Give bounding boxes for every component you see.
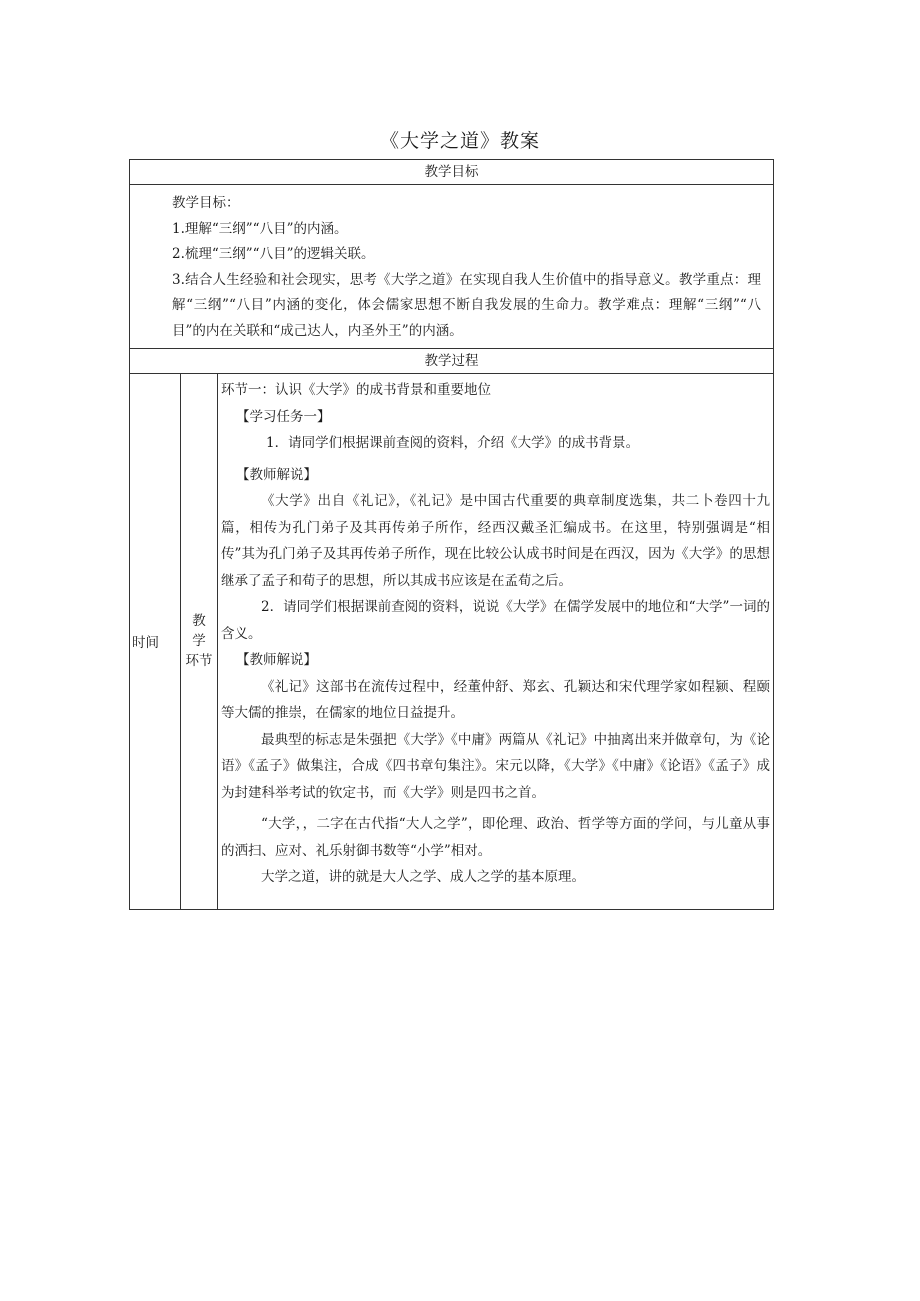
process-header: 教学过程 [130, 349, 774, 374]
teacher-label-1: 【教师解说】 [236, 466, 317, 483]
goals-header: 教学目标 [130, 160, 774, 185]
document-title: 《大学之道》教案 [379, 130, 540, 152]
explanation-2c: “大学，，二字在古代指“大人之学”，即伦理、政治、哲学等方面的学问，与儿童从事的洒扫、应对、礼乐射御书数等“小学”相对。 [221, 816, 770, 859]
link-label [181, 374, 218, 910]
task-2: 2．请同学们根据课前查阅的资料，说说《大学》在儒学发展中的地位和“大学”一词的含义。 [221, 599, 770, 642]
explanation-2d: 大学之道，讲的就是大人之学、成人之学的基本原理。 [261, 869, 585, 885]
link-label-line-2: 环节 [185, 653, 213, 670]
teacher-label-2: 【教师解说】 [236, 652, 317, 668]
goal-item-2: 2.梳理“三纲”“八目”的逻辑关联。 [172, 246, 375, 262]
goals-cell [130, 185, 774, 349]
task-1: 1．请同学们根据课前查阅的资料，介绍《大学》的成书背景。 [266, 435, 640, 451]
task-label: 【学习任务一】 [236, 408, 331, 425]
process-content [218, 374, 774, 910]
explanation-2b: 最典型的标志是朱强把《大学》《中庸》两篇从《礼记》中抽离出来并做章句，为《论语》《孟子》做集注，合成《四书章句集注》。宋元以降，《大学》《中庸》《论语》《孟子》成为封建科举考试的钦定书，而《大学》则是四书之首。 [221, 731, 770, 801]
goals-heading: 教学目标： [172, 195, 240, 211]
goal-item-3: 3.结合人生经验和社会现实，思考《大学之道》在实现自我人生价值中的指导意义。教学重点：理解“三纲”“八目”内涵的变化，体会儒家思想不断自我发展的生命力。教学难点：理解“三纲”“八目”的内在关联和“成己达人，内圣外王”的内涵。 [172, 271, 761, 339]
time-label: 时间 [130, 374, 181, 910]
lesson-plan-table [129, 159, 774, 910]
explanation-1: 《大学》出自《礼记》，《礼记》是中国古代重要的典章制度选集，共二卜卷四十九篇，相传为孔门弟子及其再传弟子所作，经西汉戴圣汇编成书。在这里，特别强调是“相传”其为孔门弟子及其再传弟子所作，现在比较公认成书时间是在西汉，因为《大学》的思想继承了孟子和荀子的思想，所以其成书应该是在孟荀之后。 [221, 493, 770, 589]
section-title: 环节一：认识《大学》的成书背景和重要地位 [221, 382, 491, 398]
explanation-2a: 《礼记》这部书在流传过程中，经董仲舒、郑玄、孔颖达和宋代理学家如程颍、程颐等大儒的推崇，在儒家的地位日益提升。 [221, 678, 770, 721]
link-label-line-1: 教学 [192, 613, 212, 650]
goal-item-1: 1.理解“三纲”“八目”的内涵。 [172, 220, 348, 237]
